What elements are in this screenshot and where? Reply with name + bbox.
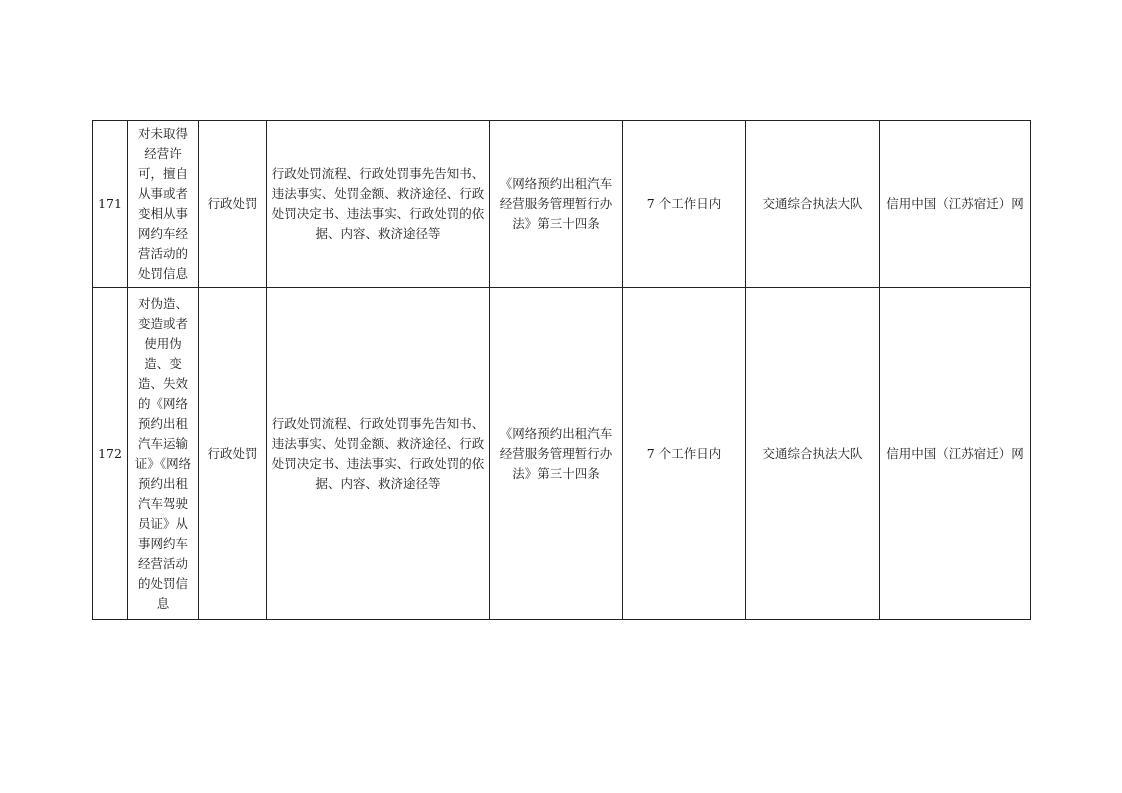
item-name-cell (128, 288, 199, 620)
legal-basis: 《网络预约出租汽车经营服务管理暂行办法》第三十四条 (499, 176, 613, 231)
table-row (93, 121, 1031, 288)
table-row (93, 288, 1031, 620)
category-cell (199, 121, 267, 288)
legal-basis: 《网络预约出租汽车经营服务管理暂行办法》第三十四条 (499, 425, 613, 481)
agency: 交通综合执法大队 (762, 196, 863, 211)
agency: 交通综合执法大队 (762, 445, 863, 461)
row-number: 171 (98, 196, 122, 211)
agency-cell (746, 288, 880, 620)
basis-cell (490, 121, 623, 288)
content-cell (267, 121, 490, 288)
row-number: 172 (98, 445, 122, 461)
row-number-cell (93, 288, 128, 620)
disclosure-content: 行政处罚流程、行政处罚事先告知书、违法事实、处罚金额、救济途径、行政处罚决定书、违法事实、行政处罚的依据、内容、救济途径等 (271, 415, 485, 491)
disclosure-table (92, 120, 1031, 620)
item-name: 对伪造、变造或者使用伪造、变造、失效的《网络预约出租汽车运输证》《网络预约出租汽车驾驶员证》从事网约车经营活动的处罚信息 (134, 295, 192, 611)
time-limit: 7 个工作日内 (646, 445, 722, 461)
item-name-cell (128, 121, 199, 288)
time-limit-cell (623, 121, 746, 288)
time-limit-cell (623, 288, 746, 620)
row-number-cell (93, 121, 128, 288)
category-cell (199, 288, 267, 620)
category: 行政处罚 (207, 445, 258, 461)
channel-cell (880, 288, 1031, 620)
category: 行政处罚 (207, 196, 258, 211)
time-limit: 7 个工作日内 (646, 196, 722, 211)
channel-cell (880, 121, 1031, 288)
content-cell (267, 288, 490, 620)
disclosure-content: 行政处罚流程、行政处罚事先告知书、违法事实、处罚金额、救济途径、行政处罚决定书、违法事实、行政处罚的依据、内容、救济途径等 (271, 166, 485, 241)
item-name: 对未取得经营许可，擅自从事或者变相从事网约车经营活动的处罚信息 (137, 126, 188, 281)
basis-cell (490, 288, 623, 620)
channel: 信用中国（江苏宿迁）网 (886, 445, 1024, 461)
agency-cell (746, 121, 880, 288)
channel: 信用中国（江苏宿迁）网 (886, 196, 1024, 211)
